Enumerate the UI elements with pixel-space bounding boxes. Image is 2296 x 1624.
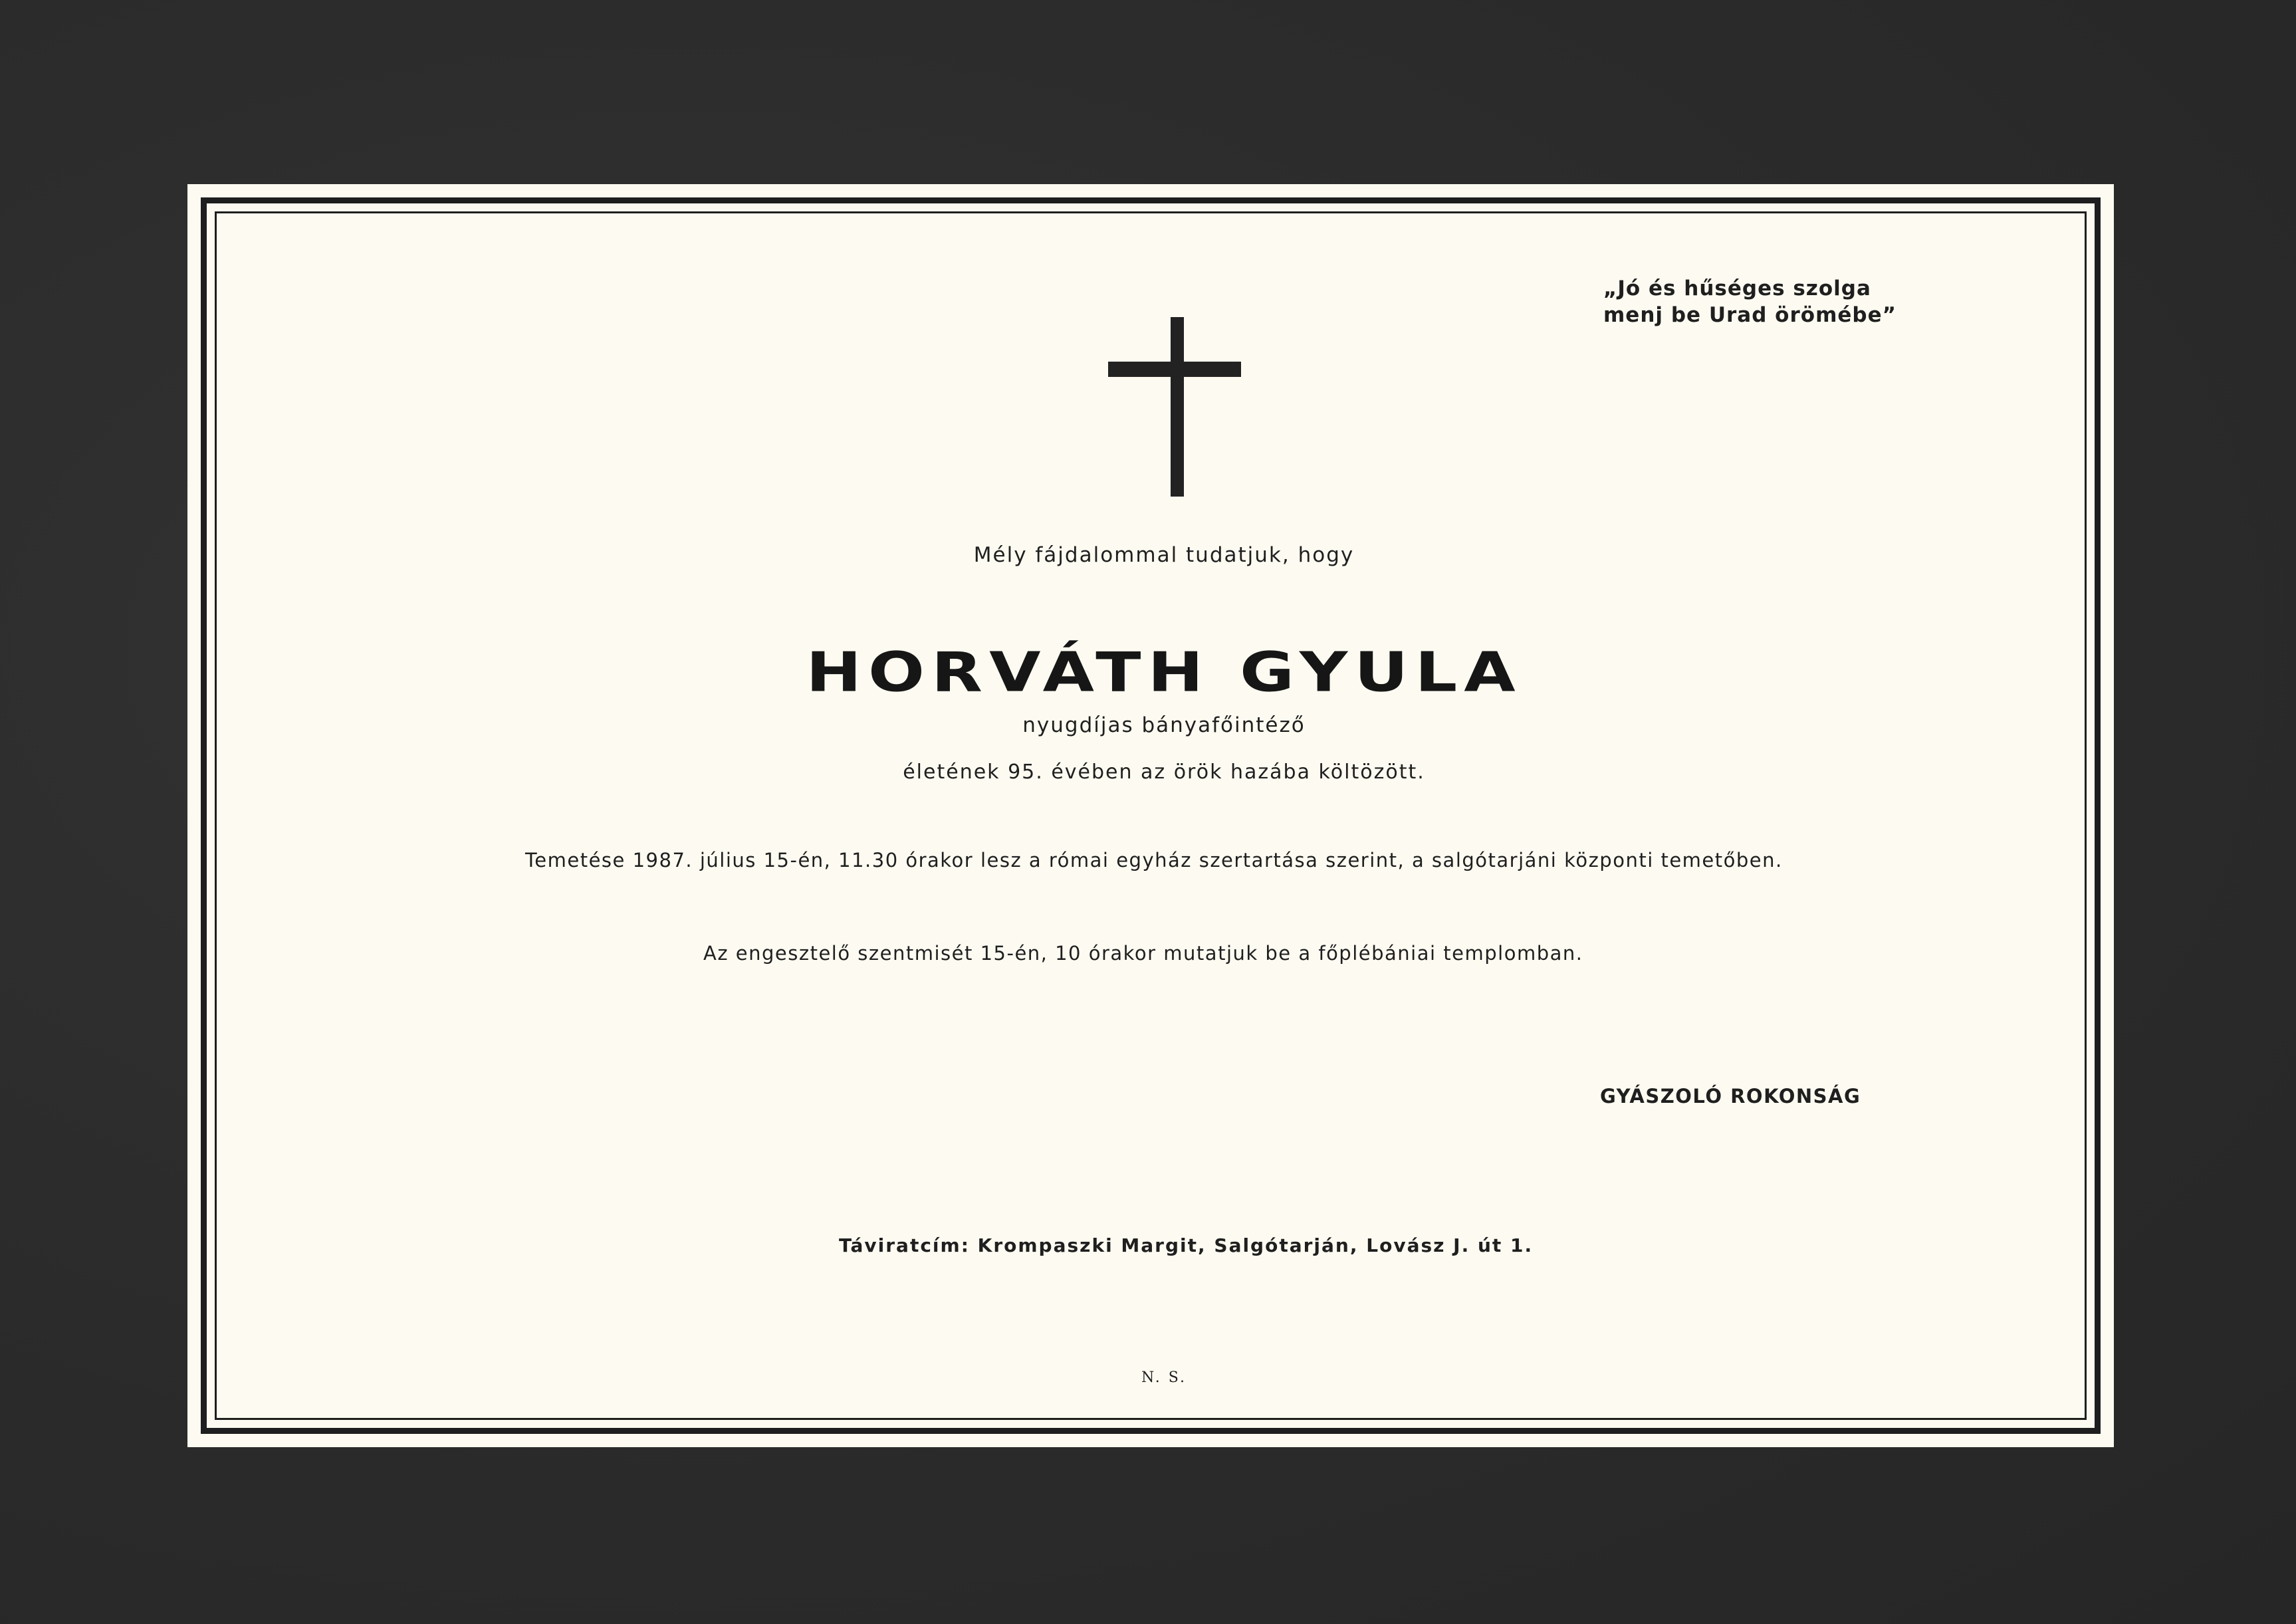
age-line: életének 95. évében az örök hazába költözött. xyxy=(903,760,1425,784)
bible-quote-line-2: menj be Urad örömébe” xyxy=(1603,303,1896,327)
funeral-details: Temetése 1987. július 15-én, 11.30 órakor lesz a római egyház szertartása szerint, a salgótarjáni központi temetőben. xyxy=(525,849,1783,871)
intro-text: Mély fájdalommal tudatjuk, hogy xyxy=(973,543,1355,567)
obituary-card xyxy=(187,184,2114,1447)
bible-quote xyxy=(1603,275,1896,328)
bible-quote-line-1: „Jó és hűséges szolga xyxy=(1603,277,1871,300)
cross-icon xyxy=(1108,317,1241,497)
printer-mark: N. S. xyxy=(1141,1369,1187,1386)
telegram-address: Táviratcím: Krompaszki Margit, Salgótarján, Lovász J. út 1. xyxy=(839,1234,1534,1256)
deceased-name: HORVÁTH GYULA xyxy=(806,640,1522,704)
mourners-signature: GYÁSZOLÓ ROKONSÁG xyxy=(1600,1085,1861,1107)
mass-details: Az engesztelő szentmisét 15-én, 10 órakor mutatjuk be a főplébániai templomban. xyxy=(703,942,1583,965)
deceased-title: nyugdíjas bányafőintéző xyxy=(1022,713,1306,737)
